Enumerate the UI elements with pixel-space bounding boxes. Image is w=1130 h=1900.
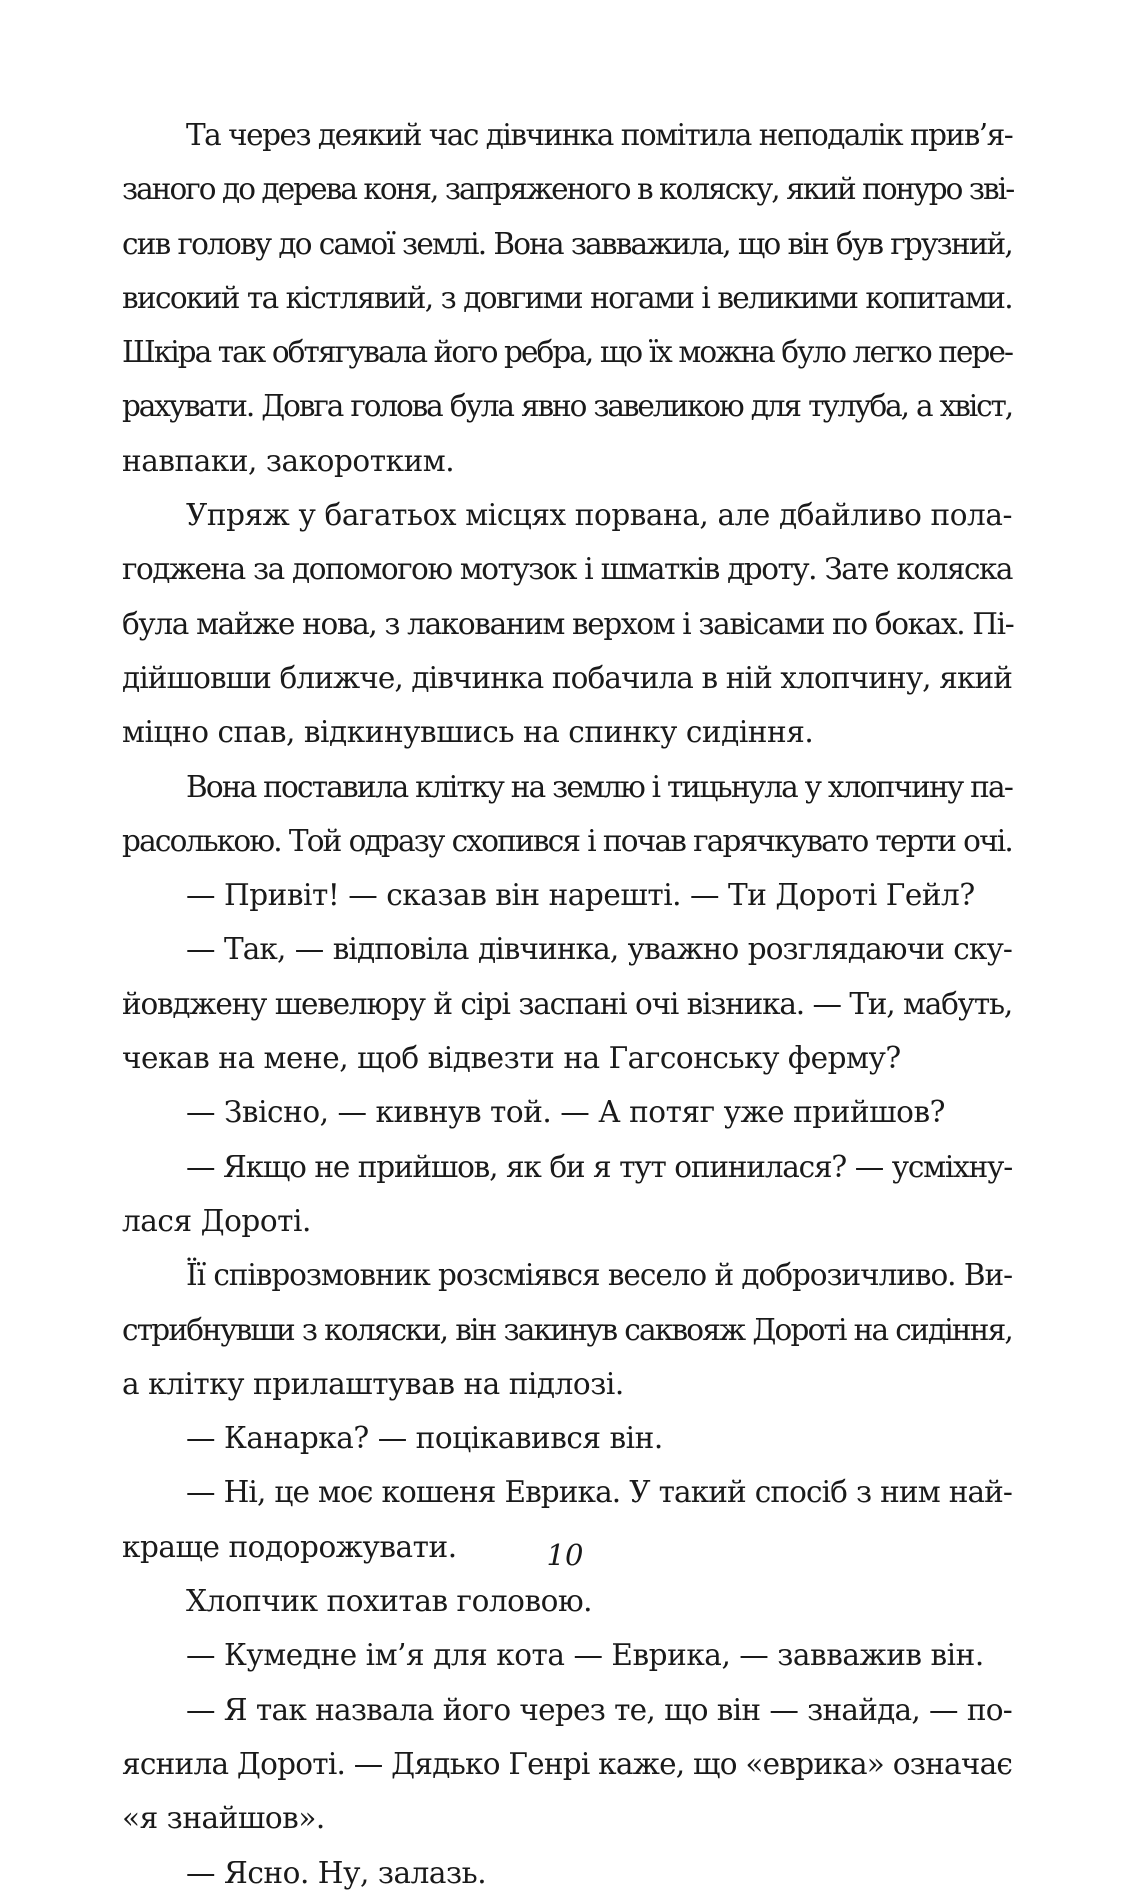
text-line: расолькою. Той одразу схопився і почав гарячкувато терти очі. (122, 823, 1012, 858)
text-line: — Я так назвала його через те, що він — знайда, — по- (186, 1692, 1012, 1727)
text-line: — Так, — відповіла дівчинка, уважно розглядаючи ску- (186, 932, 1012, 967)
text-line: дійшовши ближче, дівчинка побачила в ній хлопчину, який (122, 660, 1012, 695)
text-line: міцно спав, відкинувшись на спинку сидіння. (122, 715, 814, 750)
text-line: краще подорожувати. (122, 1529, 457, 1564)
text-line: — Ні, це моє кошеня Еврика. У такий спосіб з ним най- (186, 1475, 1012, 1510)
text-line: чекав на мене, щоб відвезти на Гагсонську ферму? (122, 1041, 901, 1076)
text-line: Шкіра так обтягувала його ребра, що їх можна було легко пере- (122, 335, 1012, 370)
text-line: Хлопчик похитав головою. (186, 1584, 593, 1619)
text-line: — Звісно, — кивнув той. — А потяг уже прийшов? (186, 1095, 945, 1130)
text-line: була майже нова, з лакованим верхом і завісами по боках. Пі- (122, 606, 1014, 641)
page-number: 10 (546, 1538, 584, 1572)
text-line: високий та кістлявий, з довгими ногами і великими копитами. (122, 280, 1012, 315)
text-line: навпаки, закоротким. (122, 443, 455, 478)
book-page-body (122, 108, 1012, 1900)
text-line: стрибнувши з коляски, він закинув саквояж Дороті на сидіння, (122, 1312, 1012, 1347)
text-line: «я знайшов». (122, 1801, 325, 1836)
text-line: яснила Дороті. — Дядько Генрі каже, що «еврика» означає (122, 1746, 1013, 1781)
text-line: Вона поставила клітку на землю і тицьнула у хлопчину па- (186, 769, 1012, 804)
text-line: Її співрозмовник розсміявся весело й доброзичливо. Ви- (186, 1258, 1012, 1293)
text-line: — Ясно. Ну, залазь. (186, 1855, 487, 1890)
text-line: — Якщо не прийшов, як би я тут опинилася? — усміхну- (186, 1149, 1012, 1184)
text-line: Та через деякий час дівчинка помітила неподалік прив’я- (186, 118, 1013, 152)
text-line: сив голову до самої землі. Вона завважила, що він був грузний, (122, 226, 1012, 261)
text-line: заного до дерева коня, запряженого в коляску, який понуро зві- (122, 172, 1014, 207)
text-line: а клітку прилаштував на підлозі. (122, 1366, 624, 1401)
text-line: рахувати. Довга голова була явно завеликою для тулуба, а хвіст, (122, 389, 1012, 424)
text-line: — Привіт! — сказав він нарешті. — Ти Дороті Гейл? (186, 878, 975, 913)
text-line: — Канарка? — поцікавився він. (186, 1421, 663, 1456)
text-line: Упряж у багатьох місцях порвана, але дбайливо пола- (186, 498, 1012, 533)
text-line: годжена за допомогою мотузок і шматків дроту. Зате коляска (122, 552, 1012, 587)
text-line: йовджену шевелюру й сірі заспані очі візника. — Ти, мабуть, (122, 986, 1012, 1021)
text-line: лася Дороті. (122, 1203, 311, 1238)
text-line: — Кумедне ім’я для кота — Еврика, — завважив він. (186, 1638, 984, 1673)
